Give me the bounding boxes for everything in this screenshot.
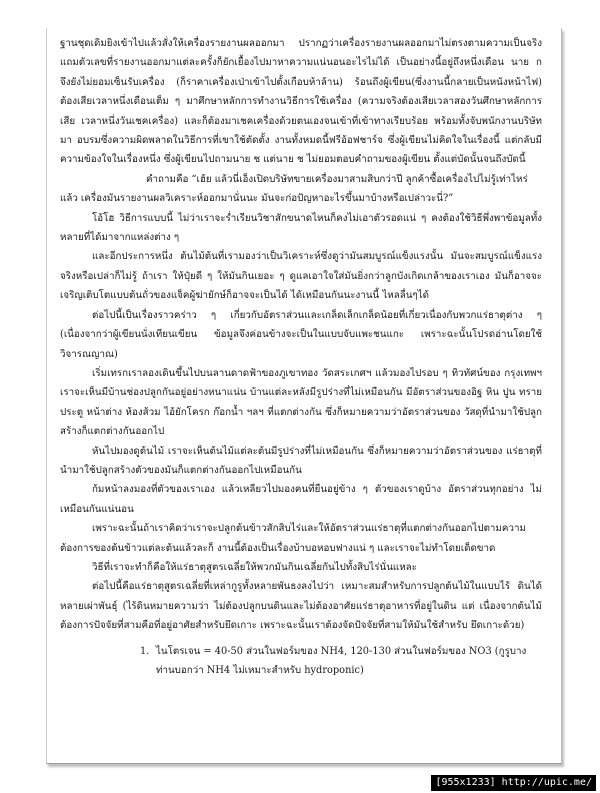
- paragraph-10: วิธีที่เราจะทำก็คือให้แร่ธาตุสูตรเฉลี่ยให้พวกมันกินเฉลี่ยกันไปทั้งสิบไร่นั่นแหละ: [92, 561, 417, 573]
- paragraph-1: ฐานชุดเดิมยิงเข้าไปแล้วสั่งให้เครื่องรายงานผลออกมา ปรากฏว่าเครื่องรายงานผลออกมาไม่ตรงตามความเป็นจริง แถมตัวเลขที่รายงานออกมาแต่ละครั้งก็ยักเยื้องไปมาหาความแน่นอนอะไรไม่ได้ เป็นอย่างนี้อยู่ถึงหนึ่งเดือน นาย ก จึงยังไม่ยอมเซ็นรับเครื่อง (ก็ราคาเครื่องเป่าเข้าไปตั้งเกือบห้าล้าน) ร้อนถึงผู้เขียน(ซึ่งงานนี้กลายเป็นหนังหน้าไฟ) ต้องเสียเวลาหนึ่งเดือนเต็ม ๆ มาศึกษาหลักการทำงานวิธีการใช้เครื่อง (ความจริงต้องเสียเวลาสองวันศึกษาหลักการเสีย เวลาหนึ่งวันเชคเครื่อง) และก็ต้องมาเชคเครื่องด้วยตนเองจนเข้าที่เข้าทางเรียบร้อย พร้อมทั้งจับพนักงานบริษัทมา อบรมซึ่งความผิดพลาดในวิธีการที่เขาใช้ตัดตั้ง งานทั้งหมดนี้ฟรีอ้อฟชาร์จ ซึ่งผู้เขียนไม่คิดใจในเรื่องนี้ แต่กลับมี ความข้องใจในเรื่องหนึ่ง ซึ่งผู้เขียนไปถามนาย ช แต่นาย ช ไม่ยอมตอบคำถามของผู้เขียน ตั้งแต่บัดนั้นจนถึงบัดนี้: [60, 38, 542, 166]
- list-item: [140, 642, 542, 681]
- paragraph-7: หันไปมองดูต้นไม้ เราจะเห็นต้นไม้แต่ละต้นมีรูปร่างที่ไม่เหมือนกัน ซึ่งก็หมายความว่าอัตราส่วนของ แร่ธาตุที่นำมาใช้ปลูกสร้างตัวของมันก็แตกต่างกันออกไปเหมือนกัน: [60, 445, 542, 476]
- list-item-text: ไนโตรเจน = 40-50 ส่วนในฟอร์มของ NH4, 120-130 ส่วนในฟอร์มของ NO3 (กูรูบาง ท่านบอกว่า NH4 ไม่เหมาะสำหรับ hydroponic): [156, 645, 527, 676]
- paragraph-4: และอีกประการหนึ่ง ต้นไม้ต้นที่เรามองว่าเป็นวิเคราะห์ซึ่งดูว่ามันสมบูรณ์แข็งแรงนั้น มันจะสมบูรณ์แข็งแรง จริงหรือเปล่าก็ไม่รู้ ถ้าเรา ให้ปุ๋ยดี ๆ ให้มันกินเยอะ ๆ ดูแลเอาใจใส่มันยิ่งกว่าลูกบังเกิดเกล้าของเราเอง มันก็อาจจะ เจริญเติบโตแบบต้นถั่วของแจ็คผู้ฆ่ายักษ์ก็อาจจะเป็นได้ ได้เหมือนกันนะงานนี้ ไหลลื่นๆได้: [60, 251, 542, 302]
- paragraph-8: ก้มหน้าลงมองที่ตัวของเราเอง แล้วเหลียวไปมองคนที่ยืนอยู่ข้าง ๆ ตัวของเราดูบ้าง อัตราส่วนทุกอย่าง ไม่เหมือนกันแน่นอน: [60, 484, 542, 515]
- list-item-number: 1.: [140, 645, 150, 657]
- paragraph-6: เริ่มเทรกเราลองเดินขึ้นไปบนลานดาดฟ้าของภูเขาทอง วัดสระเกศฯ แล้วมองไปรอบ ๆ ทิวทัศน์ของ กรุงเทพฯ เราจะเห็นมีบ้านช่องปลูกกันอยู่อย่างหนาแน่น บ้านแต่ละหลังมีรูปร่างที่ไม่เหมือนกัน มีอัตราส่วนของอิฐ หิน ปูน ทราย ประตู หน้าต่าง ห้องส้วม ไอ้ยักโครก ก๊อกน้ำ ฯลฯ ที่แตกต่างกัน ซึ่งก็หมายความว่าอัตราส่วนของ วัสดุที่นำมาใช้ปลูกสร้างก็แตกต่างกันออกไป: [60, 367, 542, 438]
- paragraph-question: คำถามคือ “เฮ้ย แล้วนี่เอ็งเปิดบริษัทขายเครื่องมาสามสิบกว่าปี ลูกค้าซื้อเครื่องไปไม่รู้เท่าไหร่ แล้ว เครื่องมันรายงานผลวิเคราะห์ออกมานั่นนะ มันจะก่อปัญหาอะไรขึ้นมาบ้างหรือเปล่าวะนี่?”: [60, 173, 528, 205]
- document-body: [60, 34, 542, 680]
- paragraph-3: โอ้โฮ วิธีการแบบนี้ ไม่ว่าเราจะร่ำเรียนวิชาสักขนาดไหนก็คงไม่เอาตัวรอดแน่ ๆ คงต้องใช้วิธีพึ่งพาข้อมูลทั้ง หลายที่ได้มาจากแหล่งต่าง ๆ: [60, 212, 542, 244]
- paragraph-11: ต่อไปนี้คือแร่ธาตุสูตรเฉลี่ยที่เหล่ากูรูทั้งหลายพันธงลงไปว่า เหมาะสมสำหรับการปลูกต้นไม้ในแบบไร้ ดินได้หลายเผ่าพันธุ์ (ไร้ดินหมายความว่า ไม่ต้องปลูกบนดินและไม่ต้องอาศัยแร่ธาตุอาหารที่อยู่ในดิน แต่ เนื่องจากต้นไม้ต้องการปัจจัยที่สามคือที่อยู่อาศัยสำหรับยึดเกาะ เพราะฉะนั้นเราต้องจัดปัจจัยที่สามให้มันใช้สำหรับ ยึดเกาะด้วย): [60, 581, 542, 632]
- paragraph-5: ต่อไปนี้เป็นเรื่องราวคร่าว ๆ เกี่ยวกับอัตราส่วนและเกล็ดเล็กเกล็ดน้อยที่เกี่ยวเนื่องกับพวกแร่ธาตุต่าง ๆ (เนื่องจากว่าผู้เขียนนั่งเทียนเขียน ข้อมูลจึงค่อนข้างจะเป็นในแบบจับแพะชนแกะ เพราะฉะนั้นโปรดอ่านโดยใช้ วิจารณญาณ): [60, 309, 542, 360]
- paragraph-9: เพราะฉะนั้นถ้าเราคิดว่าเราจะปลูกต้นข้าวสักสิบไร่และให้อัตราส่วนแร่ธาตุที่แตกต่างกันออกไปตามความ ต้องการของต้นข้าวแต่ละต้นแล้วละก็ งานนี้ต้องเป็นเรื่องบ้าบอหอบฟางแน่ ๆ และเราจะไม่ทำโดยเด็ดขาด: [60, 523, 526, 554]
- watermark-label: [955x1233] http://upic.me/: [431, 775, 596, 791]
